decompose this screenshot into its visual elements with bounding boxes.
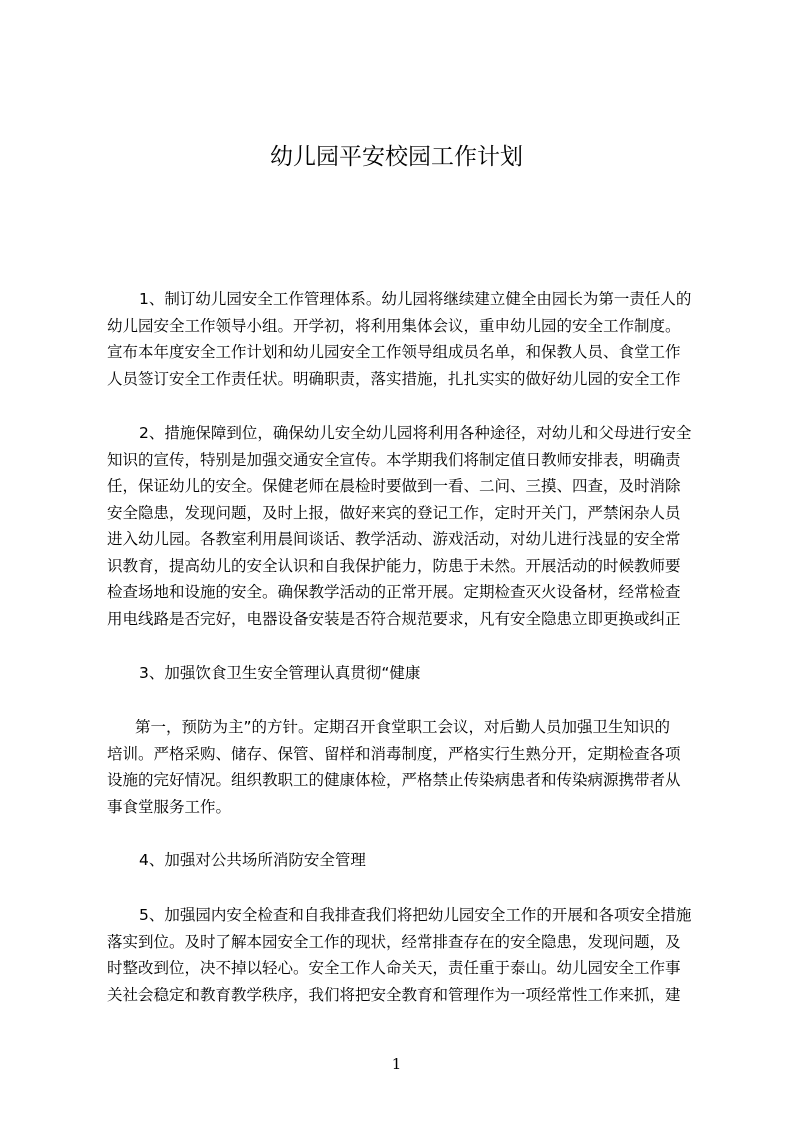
paragraph-2 bbox=[107, 420, 707, 632]
paragraph-6 bbox=[107, 902, 707, 1008]
paragraph-line: 任，保证幼儿的安全。保健老师在晨检时要做到一看、二问、三摸、四查，及时消除 bbox=[107, 477, 681, 495]
paragraph-line: 幼儿园安全工作领导小组。开学初，将利用集体会议，重申幼儿园的安全工作制度。 bbox=[107, 316, 681, 335]
paragraph-line: 宣布本年度安全工作计划和幼儿园安全工作领导组成员名单，和保教人员、食堂工作 bbox=[107, 343, 681, 361]
document-title: 幼儿园平安校园工作计划 bbox=[270, 144, 523, 170]
paragraph-line: 进入幼儿园。各教室利用晨间谈话、教学活动、游戏活动，对幼儿进行浅显的安全常 bbox=[107, 530, 681, 548]
paragraph-line: 识教育，提高幼儿的安全认识和自我保护能力，防患于未然。开展活动的时候教师要 bbox=[107, 556, 681, 575]
paragraph-4 bbox=[107, 714, 707, 820]
paragraph-line: 人员签订安全工作责任状。明确职责，落实措施，扎扎实实的做好幼儿园的安全工作 bbox=[107, 369, 681, 388]
paragraph-line: 1、制订幼儿园安全工作管理体系。幼儿园将继续建立健全由园长为第一责任人的 bbox=[139, 290, 692, 308]
paragraph-3 bbox=[107, 660, 707, 687]
paragraph-line: 3、加强饮食卫生安全管理认真贯彻“健康 bbox=[139, 664, 421, 682]
paragraph-1 bbox=[107, 286, 707, 392]
paragraph-line: 用电线路是否完好，电器设备安装是否符合规范要求，凡有安全隐患立即更换或纠正 bbox=[107, 609, 681, 628]
paragraph-line: 2、措施保障到位，确保幼儿安全幼儿园将利用各种途径，对幼儿和父母进行安全 bbox=[139, 424, 692, 442]
paragraph-line: 落实到位。及时了解本园安全工作的现状，经常排查存在的安全隐患，发现问题，及 bbox=[107, 932, 681, 951]
paragraph-line: 关社会稳定和教育教学秩序，我们将把安全教育和管理作为一项经常性工作来抓，建 bbox=[107, 985, 681, 1004]
paragraph-line: 时整改到位，决不掉以轻心。安全工作人命关天，责任重于泰山。幼儿园安全工作事 bbox=[107, 959, 681, 977]
paragraph-line: 第一，预防为主”的方针。定期召开食堂职工会议，对后勤人员加强卫生知识的 bbox=[135, 718, 671, 736]
paragraph-line: 培训。严格采购、储存、保管、留样和消毒制度，严格实行生熟分开，定期检查各项 bbox=[107, 744, 681, 763]
paragraph-line: 安全隐患，发现问题，及时上报，做好来宾的登记工作，定时开关门，严禁闲杂人员 bbox=[107, 503, 681, 522]
page-number: 1 bbox=[391, 1055, 402, 1073]
paragraph-line: 5、加强园内安全检查和自我排查我们将把幼儿园安全工作的开展和各项安全措施 bbox=[139, 906, 692, 924]
paragraph-line: 4、加强对公共场所消防安全管理 bbox=[139, 851, 366, 869]
paragraph-line: 事食堂服务工作。 bbox=[107, 797, 232, 816]
paragraph-5 bbox=[107, 847, 707, 874]
paragraph-line: 知识的宣传，特别是加强交通安全宣传。本学期我们将制定值日教师安排表，明确责 bbox=[107, 450, 681, 469]
paragraph-line: 设施的完好情况。组织教职工的健康体检，严格禁止传染病患者和传染病源携带者从 bbox=[107, 771, 681, 789]
paragraph-line: 检查场地和设施的安全。确保教学活动的正常开展。定期检查灭火设备材，经常检查 bbox=[107, 583, 681, 601]
